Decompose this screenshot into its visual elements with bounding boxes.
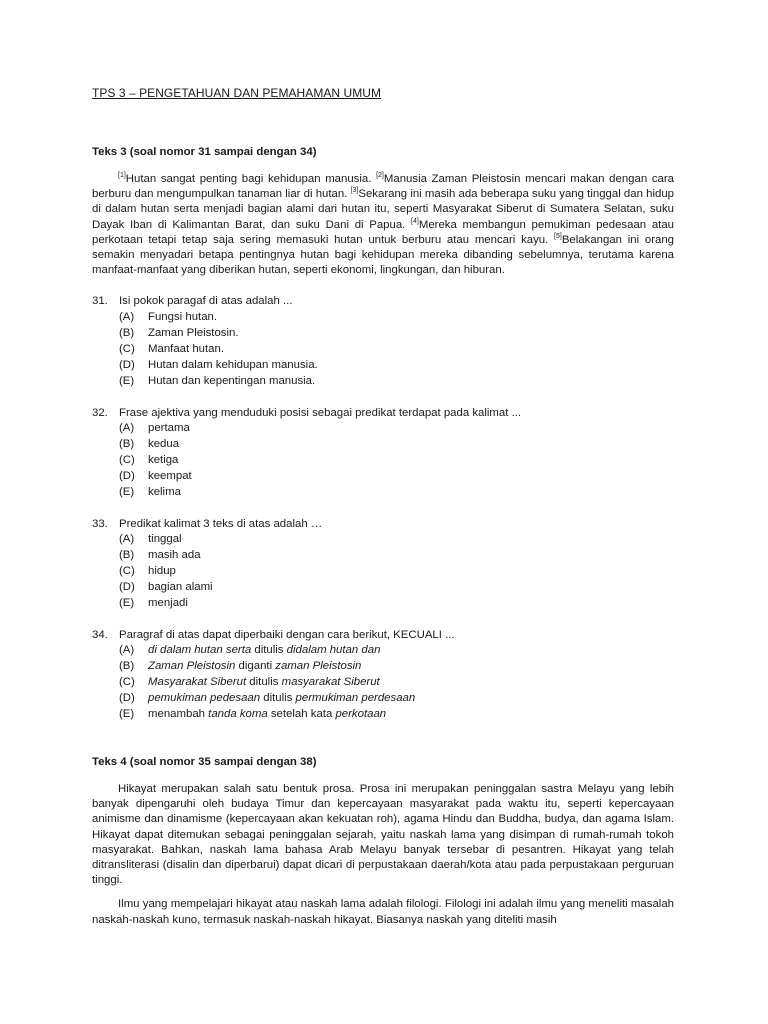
answer-option xyxy=(92,707,674,723)
italic-text: zaman Pleistosin xyxy=(275,660,362,673)
teks4-paragraph-1: Hikayat merupakan salah satu bentuk prosa. Prosa ini merupakan peninggalan sastra Melayu yang lebih banyak dipengaruhi oleh budaya Timur dan kepercayaan masyarakat pada waktu itu, seperti kepercayaan animisme dan dinamisme (kepercayaan akan kekuatan roh), agama Hindu dan Buddha, budya, dan agama Islam. Hikayat dapat ditemukan sebagai peninggalan sejarah, yaitu naskah lama yang disimpan di rumah-rumah tokoh masyarakat. Bahkan, naskah lama bahasa Arab Melayu banyak tersebar di pesantren. Hikayat yang telah ditransliterasi (disalin dan diperbarui) dapat dicari di perpustakaan daerah/kota atau pada perpustakaan perguruan tinggi. xyxy=(92,782,674,887)
option-text xyxy=(148,310,217,326)
question-text: Predikat kalimat 3 teks di atas adalah … xyxy=(119,517,323,530)
question-stem xyxy=(92,517,674,533)
option-text xyxy=(148,564,176,580)
option-letter: (D) xyxy=(119,692,135,705)
italic-text: perkotaan xyxy=(335,708,387,721)
question-34 xyxy=(92,628,674,723)
sentence-marker: [1] xyxy=(118,172,126,180)
option-letter: (A) xyxy=(119,422,135,435)
answer-option xyxy=(92,453,674,469)
question-text: Frase ajektiva yang menduduki posisi sebagai predikat terdapat pada kalimat ... xyxy=(119,406,522,419)
option-text xyxy=(148,421,190,437)
plain-text: masih ada xyxy=(148,549,201,562)
question-stem xyxy=(92,294,674,310)
option-letter: (A) xyxy=(119,311,135,324)
teks4-title: Teks 4 (soal nomor 35 sampai dengan 38) xyxy=(92,755,317,768)
option-text xyxy=(148,437,179,453)
italic-text: pemukiman pedesaan xyxy=(148,692,261,705)
sentence-text: Mereka membangun pemukiman pedesaan atau perkotaan tetapi tetap saja sering memasuki hutan untuk berburu atau mencari kayu. xyxy=(92,218,674,246)
option-text xyxy=(148,659,361,675)
option-letter: (C) xyxy=(119,676,135,689)
sentence-marker: [5] xyxy=(554,233,562,241)
italic-text: Masyarakat Siberut xyxy=(148,676,247,689)
answer-option xyxy=(92,326,674,342)
page-heading: TPS 3 – PENGETAHUAN DAN PEMAHAMAN UMUM xyxy=(92,86,382,100)
option-letter: (B) xyxy=(119,438,135,451)
italic-text: di dalam hutan serta xyxy=(148,644,252,657)
italic-text: tanda koma xyxy=(208,708,268,721)
plain-text: tinggal xyxy=(148,533,182,546)
option-text xyxy=(148,548,201,564)
plain-text: ditulis xyxy=(251,644,287,657)
option-text xyxy=(148,342,224,358)
question-33 xyxy=(92,517,674,612)
option-letter: (D) xyxy=(119,580,135,593)
answer-option xyxy=(92,643,674,659)
plain-text: diganti xyxy=(235,660,276,673)
question-text: Paragraf di atas dapat diperbaiki dengan cara berikut, KECUALI ... xyxy=(119,628,455,641)
option-text xyxy=(148,707,386,723)
teks4-paragraph-2: Ilmu yang mempelajari hikayat atau naskah lama adalah filologi. Filologi ini adalah ilmu yang meneliti masalah naskah-naskah kuno, termasuk naskah-naskah hikayat. Biasanya naskah yang diteliti masih xyxy=(92,898,674,926)
answer-option xyxy=(92,358,674,374)
option-letter: (E) xyxy=(119,708,135,721)
answer-option xyxy=(92,421,674,437)
question-number: 32. xyxy=(92,406,108,419)
option-letter: (D) xyxy=(119,358,135,371)
answer-option xyxy=(92,675,674,691)
plain-text: Hutan dalam kehidupan manusia. xyxy=(148,358,318,371)
question-32 xyxy=(92,406,674,501)
option-letter: (B) xyxy=(119,549,135,562)
plain-text: bagian alami xyxy=(148,580,213,593)
option-letter: (C) xyxy=(119,565,135,578)
plain-text: kedua xyxy=(148,438,180,451)
plain-text: keempat xyxy=(148,469,192,482)
option-text xyxy=(148,326,239,342)
answer-option xyxy=(92,374,674,390)
option-letter: (A) xyxy=(119,644,135,657)
plain-text: Fungsi hutan. xyxy=(148,311,218,324)
option-letter: (B) xyxy=(119,660,135,673)
italic-text: permukiman perdesaan xyxy=(295,692,416,705)
option-letter: (B) xyxy=(119,326,135,339)
option-text xyxy=(148,691,415,707)
sentence-text: Hutan sangat penting bagi kehidupan manusia. xyxy=(125,173,377,185)
plain-text: pertama xyxy=(148,422,190,435)
option-text xyxy=(148,485,181,501)
answer-option xyxy=(92,469,674,485)
sentence-text: Manusia Zaman Pleistosin mencari makan dengan cara berburu dan mengumpulkan tanaman liar di hutan. xyxy=(92,173,674,201)
question-number: 31. xyxy=(92,295,108,308)
sentence-marker: [2] xyxy=(376,172,384,180)
option-text xyxy=(148,469,192,485)
plain-text: setelah kata xyxy=(267,708,336,721)
plain-text: Manfaat hutan. xyxy=(148,342,224,355)
question-list xyxy=(92,294,674,723)
question-31 xyxy=(92,294,674,389)
answer-option xyxy=(92,596,674,612)
italic-text: Zaman Pleistosin xyxy=(148,660,236,673)
sentence-marker: [4] xyxy=(411,217,419,225)
question-stem xyxy=(92,406,674,422)
answer-option xyxy=(92,691,674,707)
option-letter: (E) xyxy=(119,596,135,609)
teks3-title: Teks 3 (soal nomor 31 sampai dengan 34) xyxy=(92,146,317,158)
question-number: 33. xyxy=(92,517,108,530)
document-page xyxy=(92,86,674,928)
sentence-text: Sekarang ini masih ada beberapa suku yang tinggal dan hidup di dalam hutan serta menjadi bagian alami dari hutan itu, seperti Masyarakat Siberut di Sumatera Selatan, suku Dayak Iban di Kalimantan Barat, dan suku Dani di Papua. xyxy=(92,188,674,231)
answer-option xyxy=(92,580,674,596)
answer-option xyxy=(92,342,674,358)
plain-text: kelima xyxy=(148,485,181,498)
option-letter: (D) xyxy=(119,469,135,482)
italic-text: didalam hutan dan xyxy=(286,644,381,657)
plain-text: Zaman Pleistosin. xyxy=(148,326,239,339)
option-text xyxy=(148,643,380,659)
plain-text: hidup xyxy=(148,565,176,578)
plain-text: menambah xyxy=(148,708,209,721)
answer-option xyxy=(92,485,674,501)
option-letter: (E) xyxy=(119,485,135,498)
answer-option xyxy=(92,548,674,564)
option-text xyxy=(148,675,380,691)
option-text xyxy=(148,532,182,548)
italic-text: masyarakat Siberut xyxy=(281,676,380,689)
teks3-paragraph xyxy=(92,172,674,278)
answer-option xyxy=(92,564,674,580)
question-text: Isi pokok paragaf di atas adalah ... xyxy=(119,295,293,308)
answer-option xyxy=(92,659,674,675)
plain-text: ditulis xyxy=(260,692,296,705)
plain-text: Hutan dan kepentingan manusia. xyxy=(148,374,316,387)
option-letter: (C) xyxy=(119,342,135,355)
answer-option xyxy=(92,532,674,548)
option-text xyxy=(148,374,315,390)
option-letter: (E) xyxy=(119,374,135,387)
option-text xyxy=(148,580,213,596)
option-letter: (C) xyxy=(119,453,135,466)
plain-text: ditulis xyxy=(246,676,282,689)
plain-text: menjadi xyxy=(148,596,188,609)
option-text xyxy=(148,453,178,469)
option-letter: (A) xyxy=(119,533,135,546)
answer-option xyxy=(92,437,674,453)
sentence-marker: [3] xyxy=(350,187,359,195)
question-number: 34. xyxy=(92,628,108,641)
option-text xyxy=(148,358,318,374)
answer-option xyxy=(92,310,674,326)
option-text xyxy=(148,596,188,612)
plain-text: ketiga xyxy=(148,453,179,466)
question-stem xyxy=(92,628,674,644)
sentence-text: Belakangan ini orang semakin menyadari betapa pentingnya hutan bagi kehidupan mereka dibanding sebelumnya, terutama karena manfaat-manfaat yang diberikan hutan, seperti ekonomi, lingkungan, dan hiburan. xyxy=(92,233,674,277)
